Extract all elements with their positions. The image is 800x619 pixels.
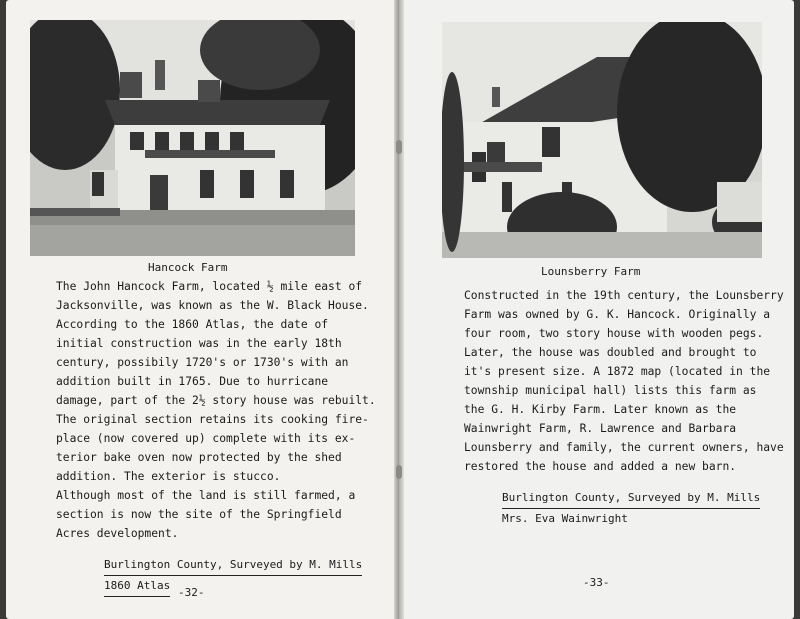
page-number-33: -33-	[583, 576, 610, 589]
text-line: Farm was owned by G. K. Hancock. Originally a	[464, 308, 771, 321]
text-line: Constructed in the 19th century, the Lounsberry	[464, 289, 784, 302]
lounsberry-farm-caption: Lounsberry Farm	[541, 265, 641, 278]
staple	[396, 465, 402, 479]
staple	[396, 140, 402, 154]
page-number-32: -32-	[178, 586, 205, 599]
text-line: damage, part of the 2½ story house was rebuilt.	[56, 394, 376, 407]
text-line: The original section retains its cooking fire-	[56, 413, 369, 426]
hancock-farm-photo	[30, 20, 355, 256]
text-line: Lounsberry and family, the current owners, have	[464, 441, 784, 454]
text-line: Jacksonville, was known as the W. Black House.	[56, 299, 369, 312]
text-line: initial construction was in the early 18th	[56, 337, 342, 350]
text-line: restored the house and added a new barn.	[464, 460, 737, 473]
left-source-citation	[104, 555, 362, 597]
text-line: addition. The exterior is stucco.	[56, 470, 281, 483]
right-body-text	[464, 286, 784, 476]
text-line: township municipal hall) lists this farm as	[464, 384, 757, 397]
text-line: Acres development.	[56, 527, 179, 540]
book-gutter	[394, 0, 404, 619]
lounsberry-farm-photo	[442, 22, 762, 258]
left-body-text	[56, 277, 376, 543]
hancock-farm-caption: Hancock Farm	[148, 261, 228, 274]
text-line: terior bake oven now protected by the shed	[56, 451, 342, 464]
text-line: place (now covered up) complete with its ex-	[56, 432, 356, 445]
text-line: section is now the site of the Springfield	[56, 508, 342, 521]
right-source-citation	[502, 488, 760, 528]
text-line: The John Hancock Farm, located ½ mile east of	[56, 280, 363, 293]
text-line: four room, two story house with wooden pegs.	[464, 327, 764, 340]
text-line: the G. H. Kirby Farm. Later known as the	[464, 403, 737, 416]
source-line: Burlington County, Surveyed by M. Mills	[502, 488, 760, 509]
text-line: Although most of the land is still farmed, a	[56, 489, 356, 502]
text-line: addition built in 1765. Due to hurricane	[56, 375, 329, 388]
text-line: it's present size. A 1872 map (located in the	[464, 365, 771, 378]
source-line: Burlington County, Surveyed by M. Mills	[104, 555, 362, 576]
text-line: Later, the house was doubled and brought to	[464, 346, 757, 359]
source-sub: 1860 Atlas	[104, 576, 170, 597]
source-sub: Mrs. Eva Wainwright	[502, 512, 628, 525]
text-line: According to the 1860 Atlas, the date of	[56, 318, 329, 331]
text-line: century, possibily 1720's or 1730's with an	[56, 356, 349, 369]
text-line: Wainwright Farm, R. Lawrence and Barbara	[464, 422, 737, 435]
